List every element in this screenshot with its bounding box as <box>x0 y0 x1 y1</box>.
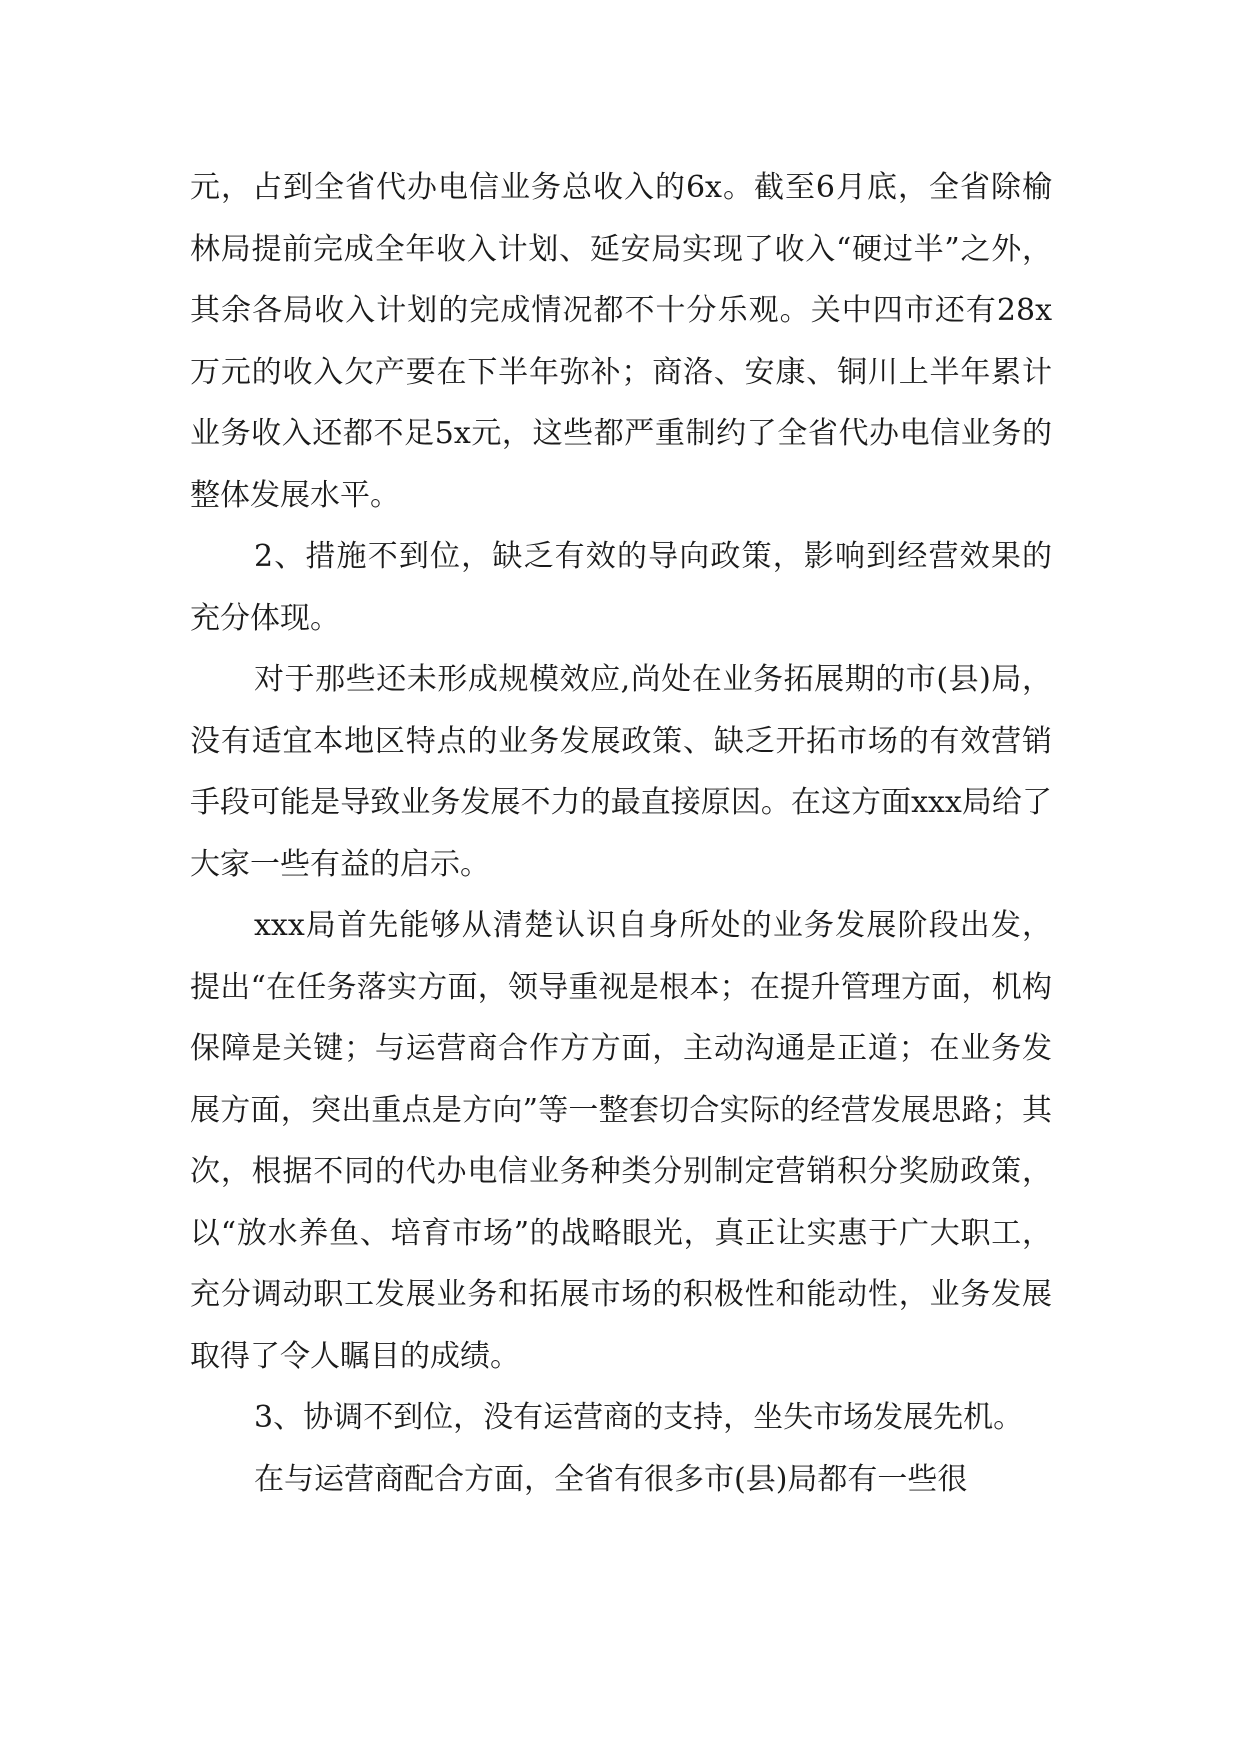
paragraph-6: 在与运营商配合方面，全省有很多市(县)局都有一些很 <box>254 1461 968 1497</box>
paragraph-3: 对于那些还未形成规模效应,尚处在业务拓展期的市(县)局，没有适宜本地区特点的业务发展政策、缺乏开拓市场的有效营销手段可能是导致业务发展不力的最直接原因。在这方面xxx局给了大家一些有益的启示。 <box>190 662 1052 882</box>
paragraph-2: 2、措施不到位，缺乏有效的导向政策，影响到经营效果的充分体现。 <box>190 539 1052 636</box>
paragraph-1: 元，占到全省代办电信业务总收入的6x。截至6月底，全省除榆林局提前完成全年收入计划、延安局实现了收入“硬过半”之外，其余各局收入计划的完成情况都不十分乐观。关中四市还有28x万元的收入欠产要在下半年弥补；商洛、安康、铜川上半年累计业务收入还都不足5x元，这些都严重制约了全省代办电信业务的整体发展水平。 <box>190 170 1052 513</box>
paragraph-5: 3、协调不到位，没有运营商的支持，坐失市场发展先机。 <box>254 1400 1024 1435</box>
document-body <box>190 157 1052 1510</box>
paragraph-4: xxx局首先能够从清楚认识自身所处的业务发展阶段出发，提出“在任务落实方面，领导重视是根本；在提升管理方面，机构保障是关键；与运营商合作方方面，主动沟通是正道；在业务发展方面，突出重点是方向”等一整套切合实际的经营发展思路；其次，根据不同的代办电信业务种类分别制定营销积分奖励政策，以“放水养鱼、培育市场”的战略眼光，真正让实惠于广大职工，充分调动职工发展业务和拓展市场的积极性和能动性，业务发展取得了令人瞩目的成绩。 <box>190 908 1052 1374</box>
